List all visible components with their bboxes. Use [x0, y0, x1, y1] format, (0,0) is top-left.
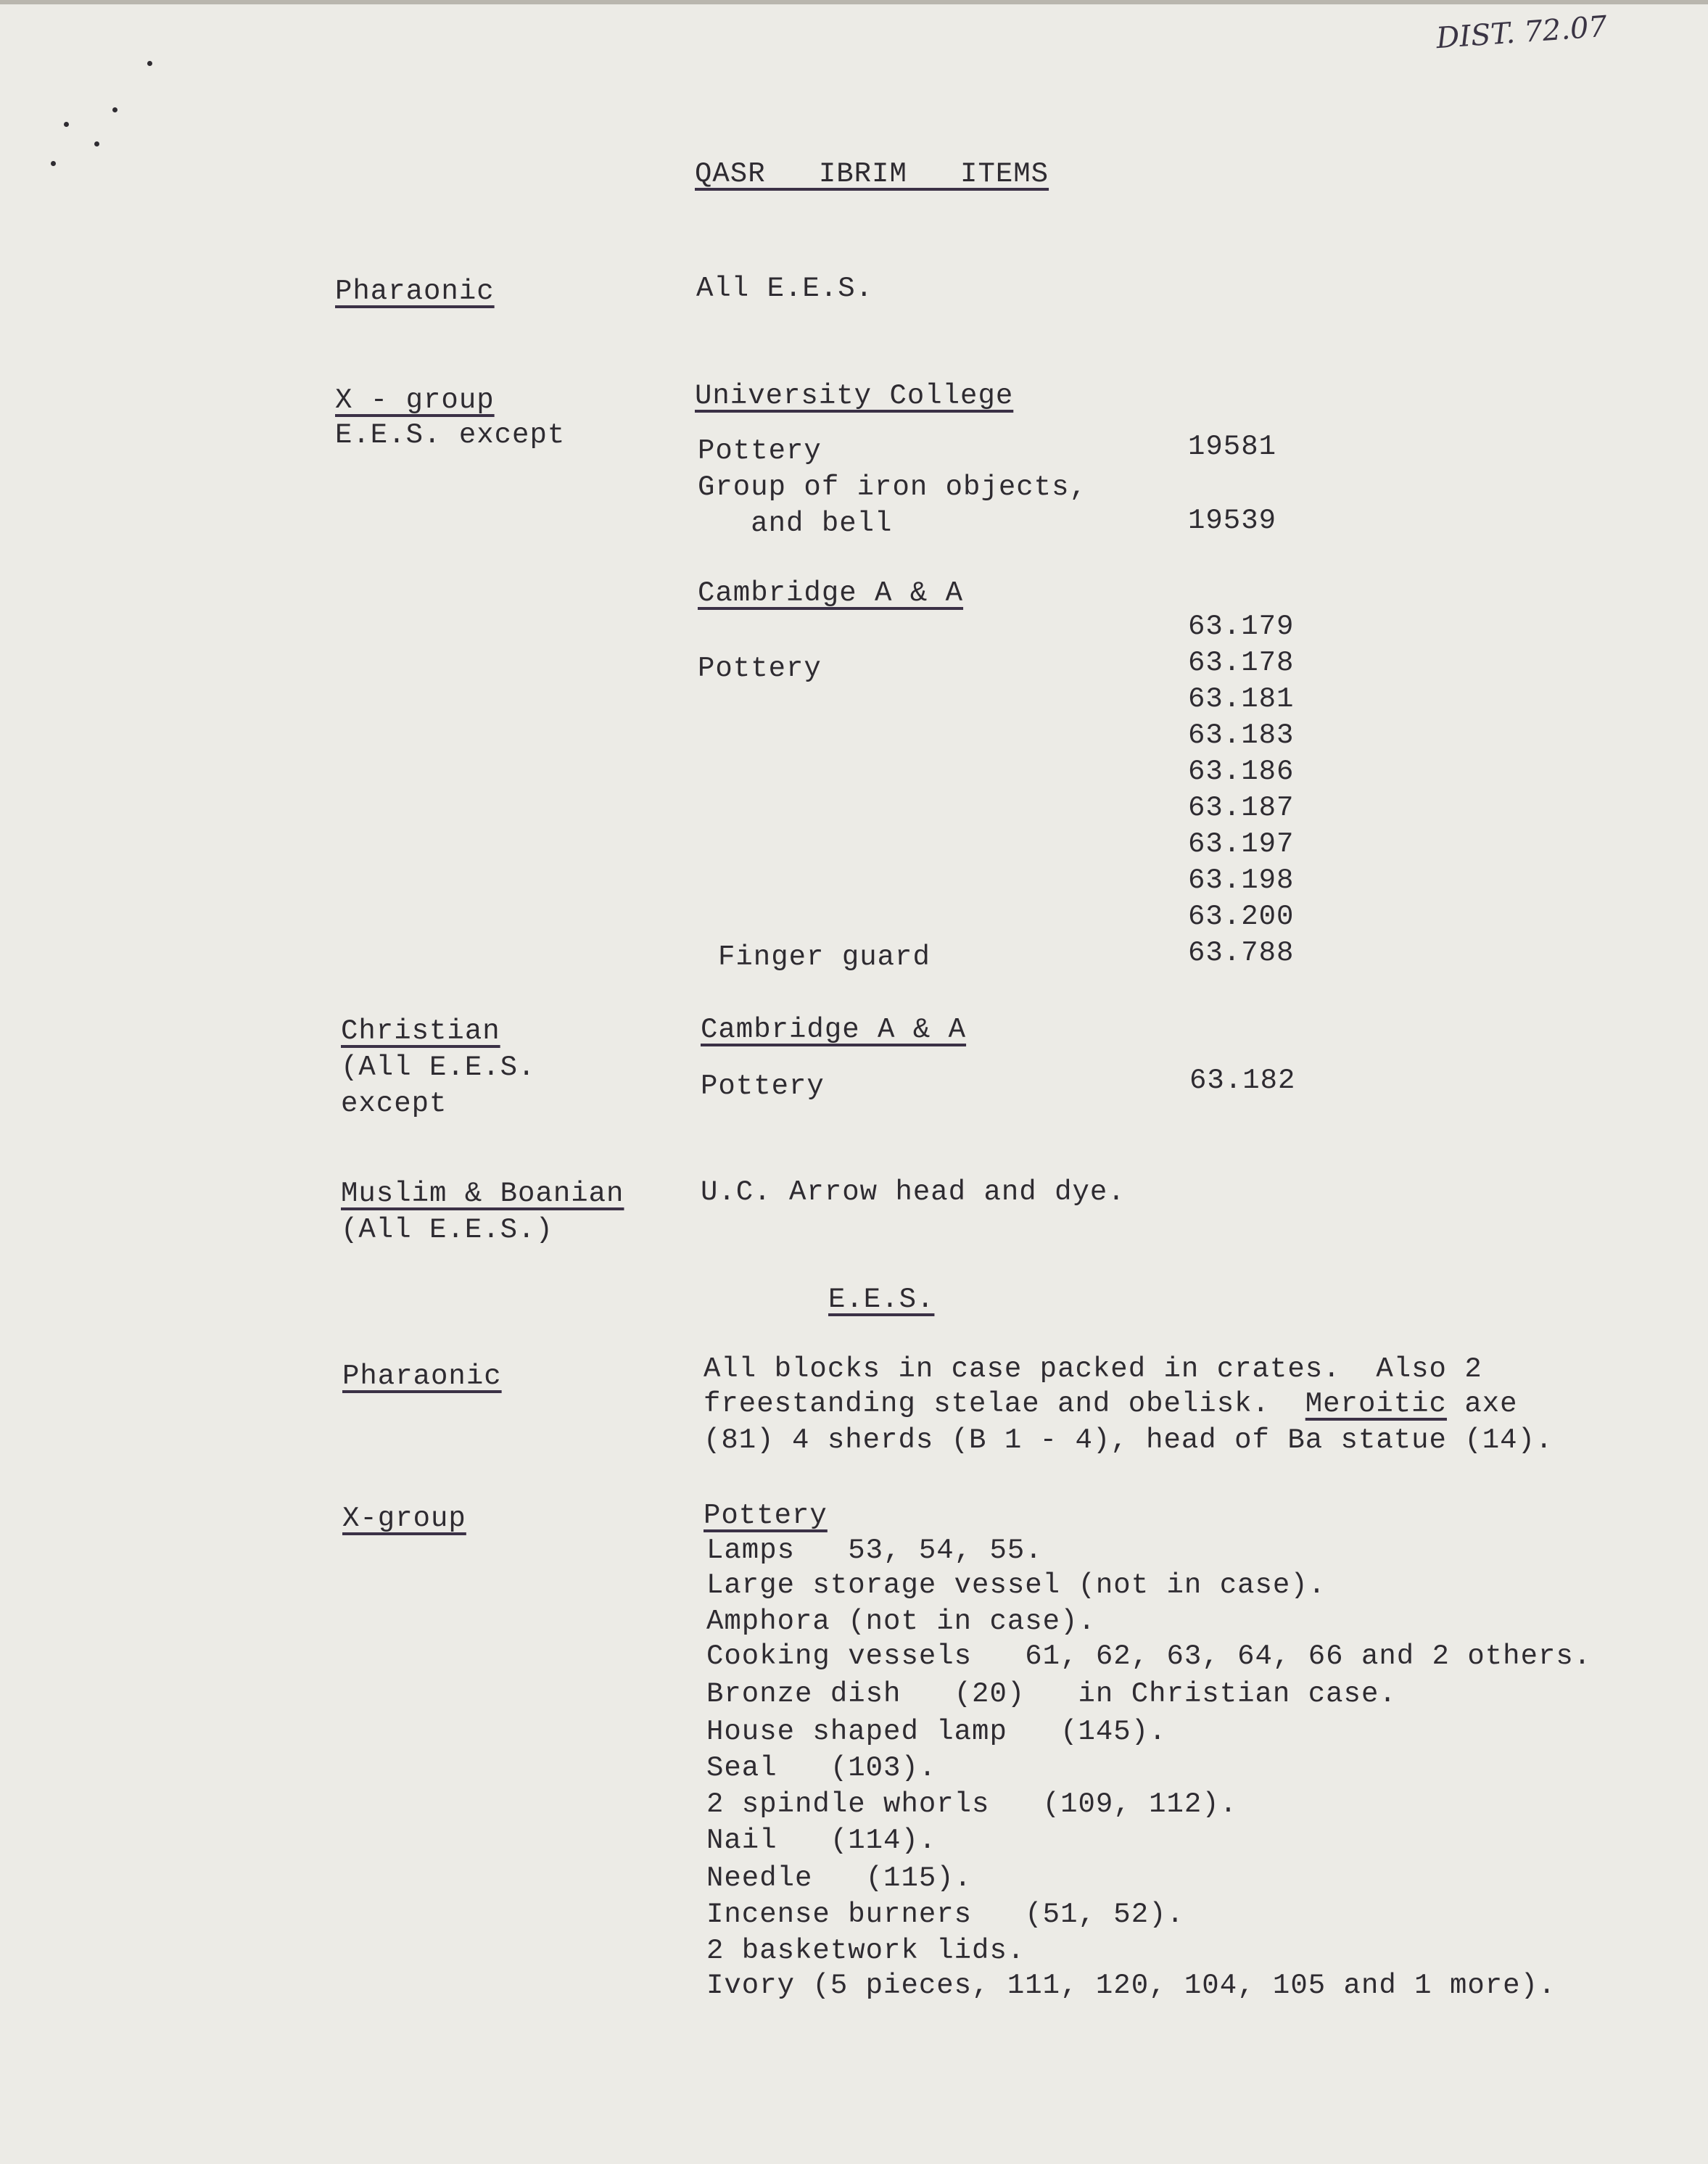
mark-dot [51, 161, 56, 166]
ees-pharaonic-line1: All blocks in case packed in crates. Also 2 [704, 1353, 1482, 1385]
section-label-ees-x-group: X-group [342, 1503, 466, 1535]
mark-dot [147, 61, 152, 66]
finger-guard-number: 63.788 [1188, 937, 1295, 969]
section-label-christian: Christian [341, 1015, 500, 1047]
cambridge-number: 63.198 [1188, 864, 1295, 896]
muslim-sub: (All E.E.S.) [341, 1214, 553, 1246]
ees-item-line: Large storage vessel (not in case). [706, 1569, 1327, 1601]
reference-number: DIST. 72.07 [1435, 9, 1609, 56]
ees-pharaonic-line2-c: axe [1446, 1388, 1518, 1420]
cambridge-number: 63.179 [1188, 611, 1295, 643]
ees-item-line: 2 basketwork lids. [706, 1935, 1026, 1967]
uc-pottery-number: 19581 [1188, 431, 1277, 463]
cambridge-number: 63.178 [1188, 647, 1295, 679]
cambridge-number: 63.187 [1188, 792, 1295, 824]
ees-pharaonic-line2-a: freestanding stelae and obelisk. [704, 1388, 1305, 1420]
cambridge-heading: Cambridge A & A [698, 577, 964, 609]
university-college-heading: University College [695, 380, 1014, 412]
muslim-text: U.C. Arrow head and dye. [701, 1176, 1126, 1208]
cambridge-number: 63.200 [1188, 901, 1295, 933]
section-label-ees-pharaonic: Pharaonic [342, 1360, 502, 1392]
christian-cambridge-heading: Cambridge A & A [701, 1014, 967, 1046]
ees-pottery-heading: Pottery [704, 1500, 828, 1532]
section-label-x-group: X - group [335, 384, 495, 416]
pharaonic-text: All E.E.S. [696, 273, 874, 305]
christian-pottery: Pottery [701, 1070, 825, 1102]
ees-item-line: Incense burners (51, 52). [706, 1899, 1184, 1930]
cambridge-number: 63.183 [1188, 719, 1295, 751]
ees-item-line: Ivory (5 pieces, 111, 120, 104, 105 and 1 more). [706, 1970, 1556, 2002]
ees-pharaonic-line2 [704, 1388, 1518, 1420]
christian-sub-1: (All E.E.S. [341, 1052, 536, 1083]
christian-sub-2: except [341, 1088, 447, 1120]
cambridge-number: 63.186 [1188, 756, 1295, 788]
mark-dot [112, 107, 117, 112]
ees-item-line: Cooking vessels 61, 62, 63, 64, 66 and 2 others. [706, 1640, 1592, 1672]
mark-dot [94, 141, 99, 146]
page-top-edge [0, 0, 1708, 4]
document-title: QASR IBRIM ITEMS [695, 158, 1049, 190]
section-label-pharaonic: Pharaonic [335, 276, 495, 307]
mark-dot [64, 122, 69, 127]
ees-item-line: 2 spindle whorls (109, 112). [706, 1788, 1238, 1820]
ees-item-line: Lamps 53, 54, 55. [706, 1535, 1043, 1566]
uc-iron-objects-line2: and bell [698, 508, 893, 540]
ees-item-line: Needle (115). [706, 1862, 973, 1894]
finger-guard: Finger guard [718, 941, 931, 973]
meroitic-word: Meroitic [1305, 1388, 1447, 1420]
cambridge-pottery: Pottery [698, 653, 822, 685]
ees-pharaonic-line3: (81) 4 sherds (B 1 - 4), head of Ba statue (14). [704, 1424, 1554, 1456]
cambridge-number: 63.197 [1188, 828, 1295, 860]
uc-pottery: Pottery [698, 435, 822, 467]
ees-item-line: House shaped lamp (145). [706, 1716, 1167, 1748]
ees-item-line: Seal (103). [706, 1752, 937, 1784]
cambridge-number: 63.181 [1188, 683, 1295, 715]
x-group-sublabel: E.E.S. except [335, 419, 566, 451]
ees-item-line: Bronze dish (20) in Christian case. [706, 1678, 1397, 1710]
ees-heading: E.E.S. [828, 1284, 935, 1316]
ees-item-line: Nail (114). [706, 1825, 937, 1857]
uc-iron-objects-number: 19539 [1188, 505, 1277, 537]
ees-item-line: Amphora (not in case). [706, 1606, 1096, 1638]
section-label-muslim: Muslim & Boanian [341, 1178, 624, 1210]
uc-iron-objects-line1: Group of iron objects, [698, 471, 1087, 503]
christian-pottery-number: 63.182 [1189, 1065, 1296, 1097]
